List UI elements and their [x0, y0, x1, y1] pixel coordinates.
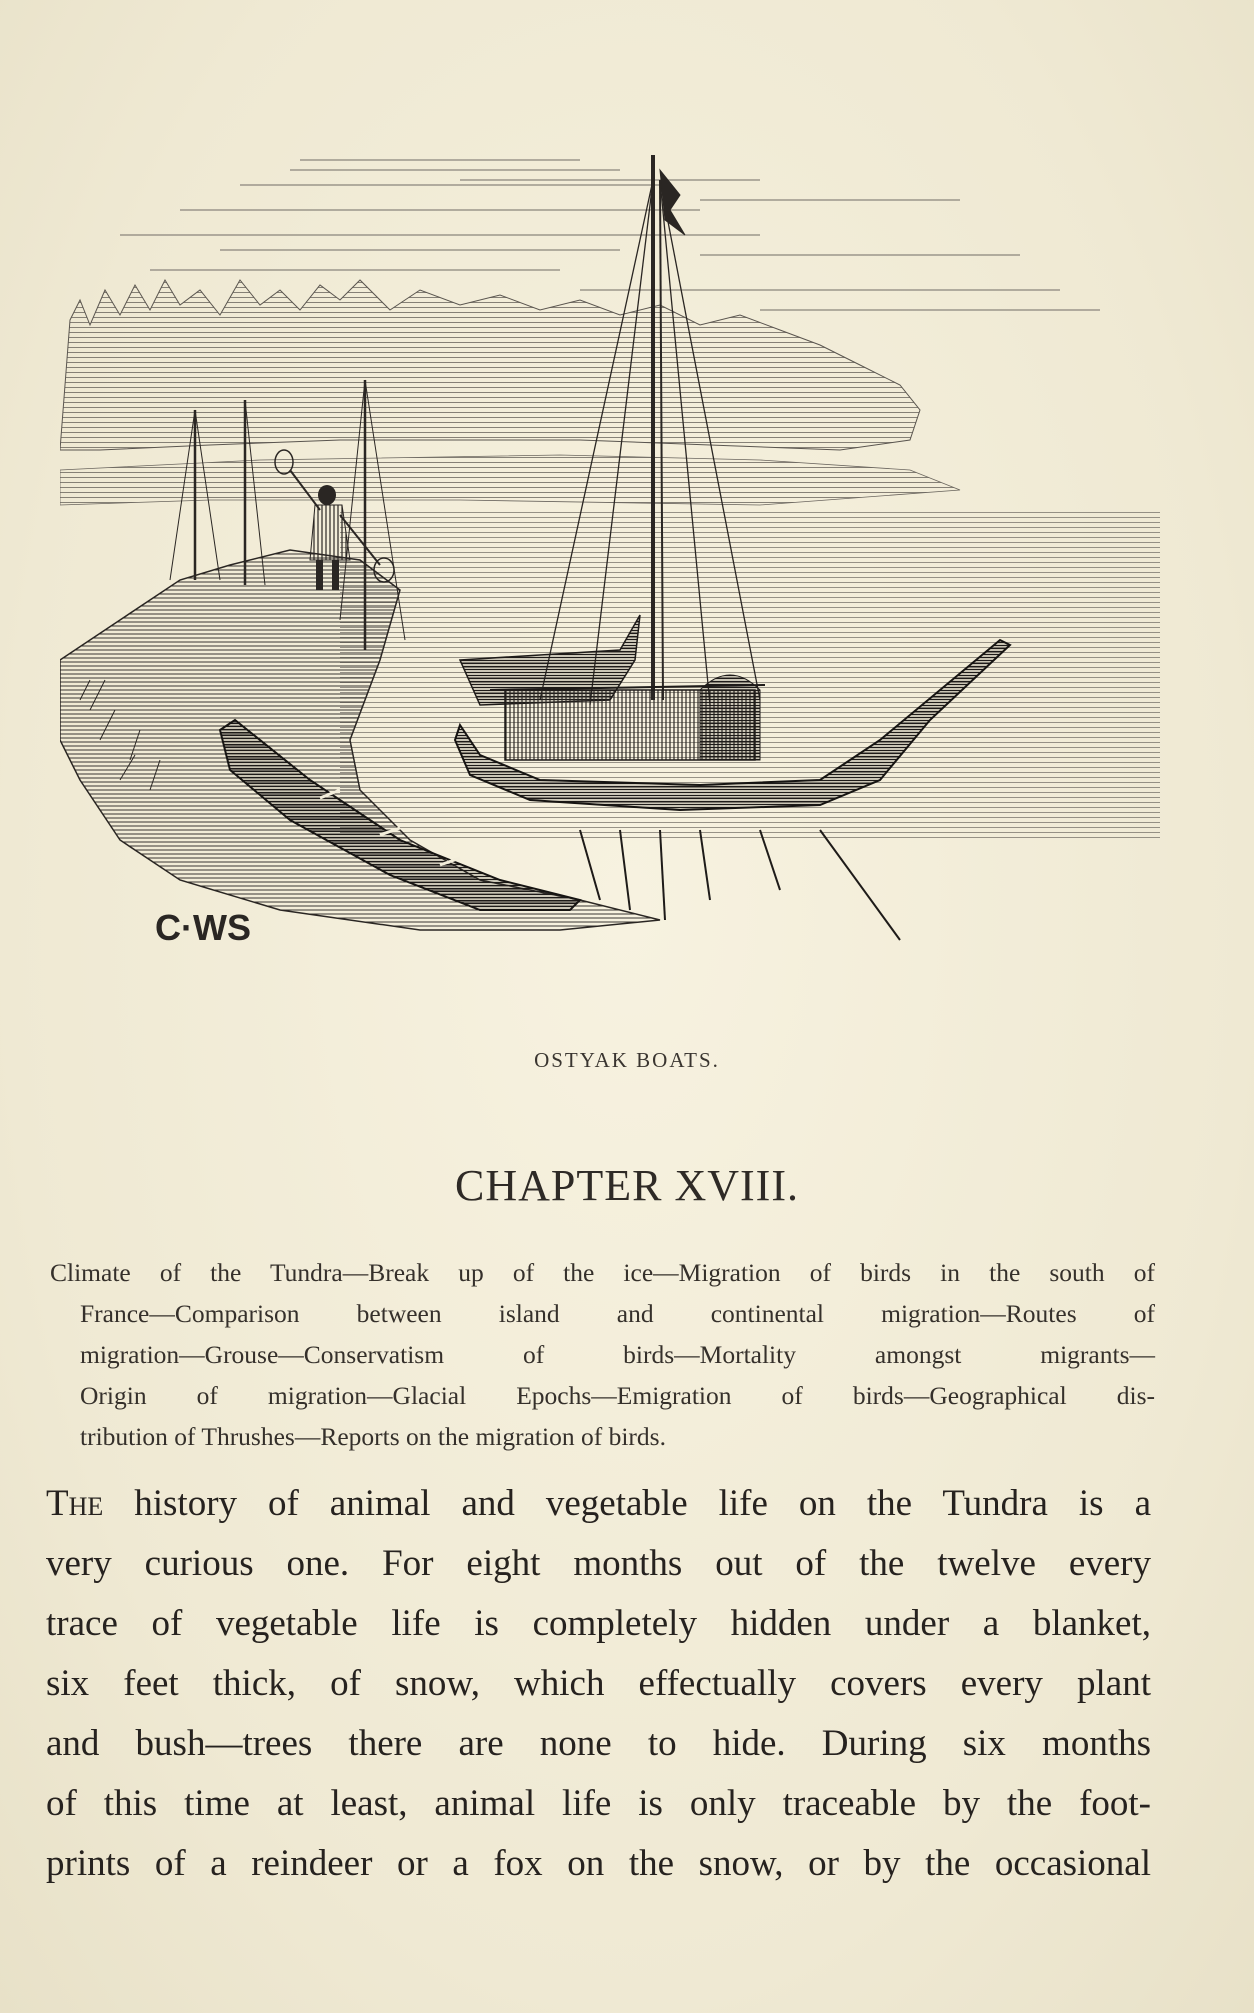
synopsis-line: Origin of migration—Glacial Epochs—Emigration of birds—Geographical dis- [80, 1381, 1155, 1410]
synopsis-line: migration—Grouse—Conservatism of birds—Mortality amongst migrants— [80, 1340, 1155, 1369]
body-line: trace of vegetable life is completely hidden under a blanket, [46, 1603, 1151, 1644]
sky-clouds [120, 160, 1100, 310]
ostyak-boats-engraving [60, 140, 1170, 1020]
body-line: prints of a reindeer or a fox on the snow, or by the occasional [46, 1843, 1151, 1884]
body-line-text: history of animal and vegetable life on the Tundra is a [103, 1483, 1151, 1524]
body-line: and bush—trees there are none to hide. During six months [46, 1723, 1151, 1764]
forest-treeline [60, 280, 920, 450]
synopsis-line: tribution of Thrushes—Reports on the migration of birds. [80, 1422, 666, 1451]
body-line [46, 1474, 1151, 1534]
body-line: of this time at least, animal life is only traceable by the foot- [46, 1783, 1151, 1824]
chapter-title: CHAPTER XVIII. [455, 1161, 799, 1210]
synopsis-line: Climate of the Tundra—Break up of the ice—Migration of birds in the south of [50, 1258, 1155, 1287]
body-line: very curious one. For eight months out of the twelve every [46, 1543, 1151, 1584]
synopsis-line: France—Comparison between island and continental migration—Routes of [80, 1299, 1155, 1328]
figure-caption: OSTYAK BOATS. [534, 1048, 720, 1072]
engraver-signature: C·WS [155, 907, 251, 948]
chapter-synopsis [50, 1252, 1155, 1457]
body-line: six feet thick, of snow, which effectually covers every plant [46, 1663, 1151, 1704]
body-paragraph [46, 1474, 1151, 1894]
opening-word: The [46, 1483, 104, 1524]
